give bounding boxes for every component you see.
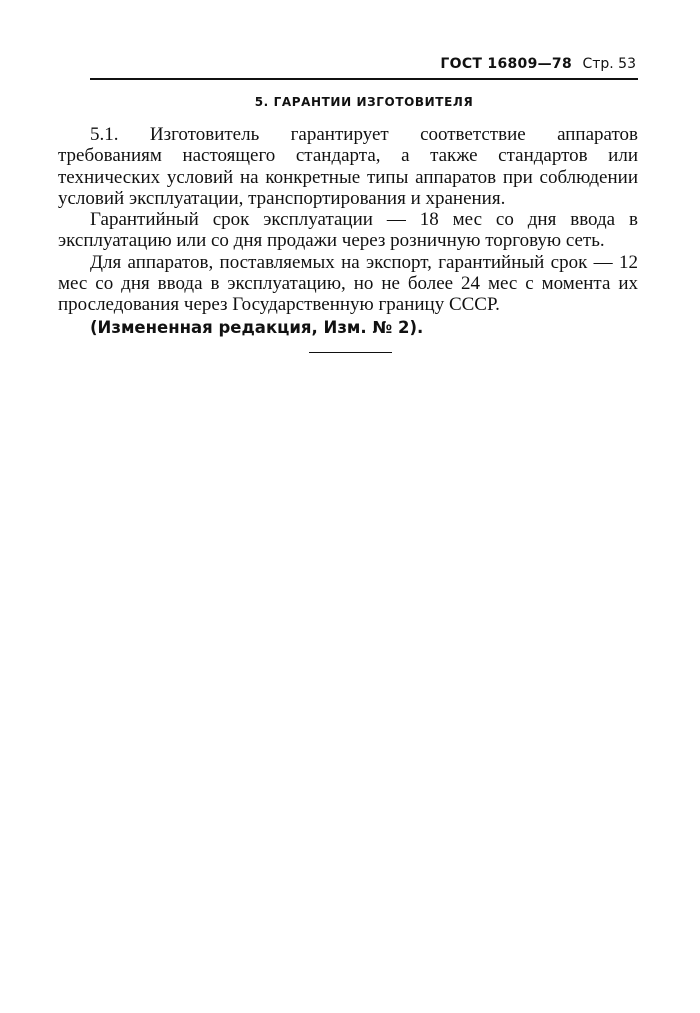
section-title: 5. ГАРАНТИИ ИЗГОТОВИТЕЛЯ (254, 95, 474, 109)
header-text (440, 56, 636, 72)
page-number: Стр. 53 (582, 56, 636, 72)
paragraph-export-warranty: Для аппаратов, поставляемых на экспорт, гарантийный срок — 12 мес со дня ввода в эксплуатацию, но не более 24 мес с момента их проследования через Государственную границу СССР. (58, 251, 638, 316)
end-divider (309, 352, 392, 353)
amendment-note: (Измененная редакция, Изм. № 2). (90, 317, 424, 337)
section-body (58, 124, 638, 339)
page-header (90, 56, 638, 80)
paragraph-warranty-compliance: 5.1. Изготовитель гарантирует соответствие аппаратов требованиям настоящего стандарта, а также стандартов или технических условий на конкретные типы аппаратов при соблюдении условий эксплуатации, транспортирования и хранения. (58, 124, 638, 209)
paragraph-warranty-period: Гарантийный срок эксплуатации — 18 мес со дня ввода в эксплуатацию или со дня продажи через розничную торговую сеть. (58, 209, 638, 252)
standard-number: ГОСТ 16809—78 (440, 56, 572, 72)
